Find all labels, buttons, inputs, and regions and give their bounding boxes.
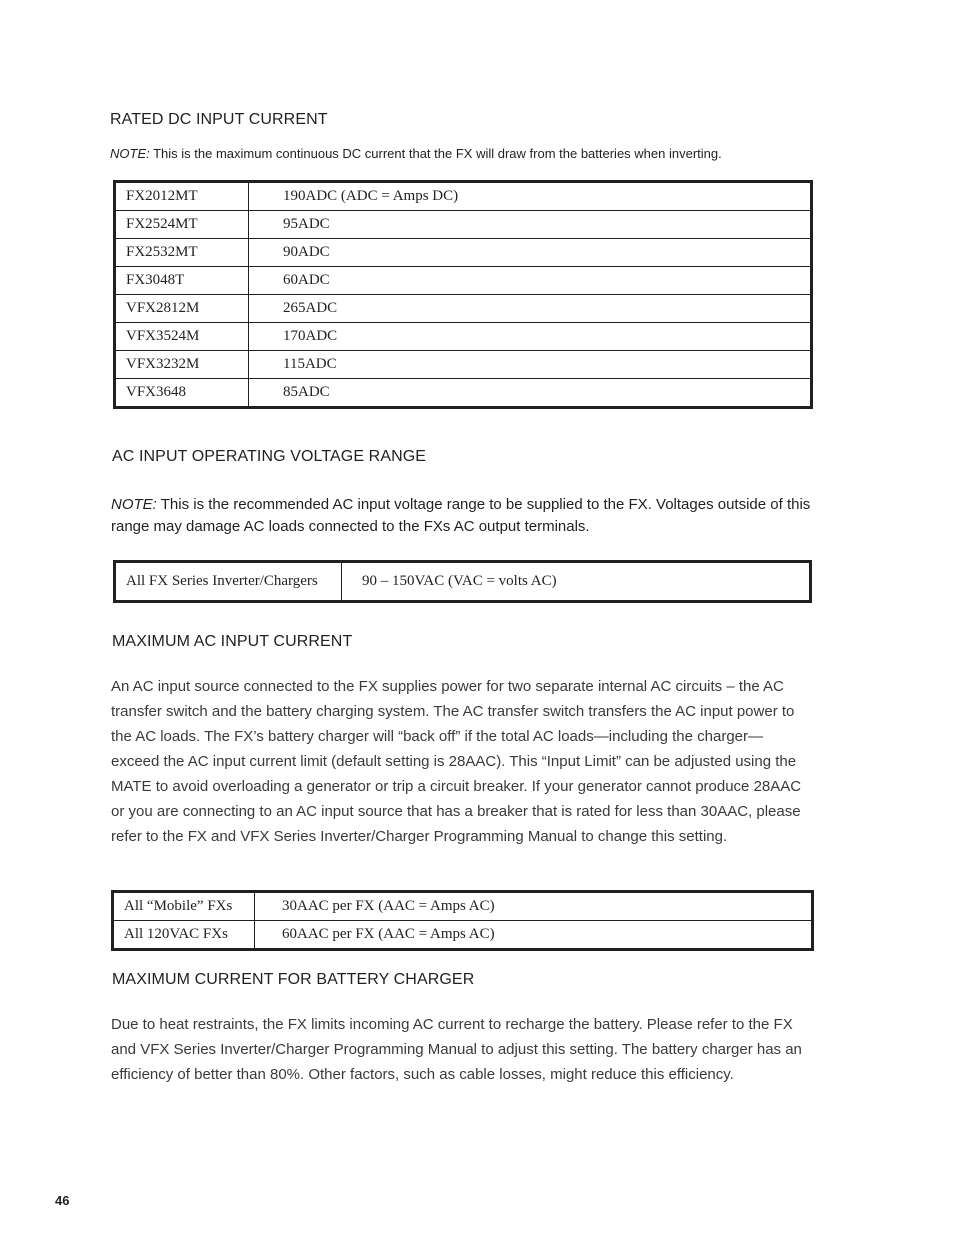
model-cell: FX2532MT: [115, 239, 249, 267]
model-cell: VFX3648: [115, 379, 249, 408]
value-cell: 190ADC (ADC = Amps DC): [249, 182, 812, 211]
table-row: [115, 351, 812, 379]
table-row: [115, 267, 812, 295]
ac-voltage-heading: AC INPUT OPERATING VOLTAGE RANGE: [112, 448, 427, 465]
model-cell: VFX3524M: [115, 323, 249, 351]
table-row: [115, 295, 812, 323]
value-cell: 90ADC: [249, 239, 812, 267]
note-text: This is the maximum continuous DC current that the FX will draw from the batteries when inverting.: [149, 146, 722, 161]
table-row: [115, 239, 812, 267]
value-cell: 30AAC per FX (AAC = Amps AC): [255, 892, 813, 921]
page-number: 46: [55, 1193, 70, 1208]
value-cell: 90 – 150VAC (VAC = volts AC): [342, 562, 811, 602]
value-cell: 95ADC: [249, 211, 812, 239]
charger-paragraph: Due to heat restraints, the FX limits incoming AC current to recharge the battery. Please refer to the FX and VFX Series Inverter/Charger Programming Manual to adjust this setting. The battery charger has an efficiency of better than 80%. Other factors, such as cable losses, might reduce this efficiency.: [111, 1016, 802, 1083]
note-label: NOTE:: [111, 496, 157, 513]
table-row: [115, 211, 812, 239]
note-text: This is the recommended AC input voltage range to be supplied to the FX. Voltages outside of this range may damage AC loads connected to the FXs AC output terminals.: [111, 496, 811, 535]
table-row: [113, 892, 813, 921]
model-cell: VFX3232M: [115, 351, 249, 379]
table-row: [115, 379, 812, 408]
dc-input-heading: RATED DC INPUT CURRENT: [110, 111, 328, 128]
model-cell: VFX2812M: [115, 295, 249, 323]
value-cell: 85ADC: [249, 379, 812, 408]
model-cell: All FX Series Inverter/Chargers: [115, 562, 342, 602]
table-row: [115, 562, 811, 602]
ac-current-table: [111, 890, 814, 951]
note-label: NOTE:: [110, 146, 150, 161]
model-cell: All “Mobile” FXs: [113, 892, 255, 921]
value-cell: 170ADC: [249, 323, 812, 351]
ac-voltage-note: [111, 494, 816, 538]
table-row: [115, 323, 812, 351]
ac-current-paragraph: An AC input source connected to the FX supplies power for two separate internal AC circuits – the AC transfer switch and the battery charging system. The AC transfer switch transfers the AC input power to the AC loads. The FX’s battery charger will “back off” if the total AC loads—including the charger—exceed the AC input current limit (default setting is 28AAC). This “Input Limit” can be adjusted using the MATE to avoid overloading a generator or trip a circuit breaker. If your generator cannot produce 28AAC or you are connecting to an AC input source that has a breaker that is rated for less than 30AAC, please refer to the FX and VFX Series Inverter/Charger Programming Manual to change this setting.: [111, 678, 802, 845]
value-cell: 60AAC per FX (AAC = Amps AC): [255, 921, 813, 950]
table-row: [113, 921, 813, 950]
value-cell: 60ADC: [249, 267, 812, 295]
value-cell: 265ADC: [249, 295, 812, 323]
dc-input-table: [113, 180, 813, 409]
model-cell: FX2524MT: [115, 211, 249, 239]
model-cell: FX3048T: [115, 267, 249, 295]
table-row: [115, 182, 812, 211]
charger-heading: MAXIMUM CURRENT FOR BATTERY CHARGER: [112, 971, 475, 988]
ac-voltage-table: [113, 560, 812, 603]
dc-input-note: [110, 146, 722, 161]
value-cell: 115ADC: [249, 351, 812, 379]
ac-current-heading: MAXIMUM AC INPUT CURRENT: [112, 633, 353, 650]
model-cell: All 120VAC FXs: [113, 921, 255, 950]
model-cell: FX2012MT: [115, 182, 249, 211]
